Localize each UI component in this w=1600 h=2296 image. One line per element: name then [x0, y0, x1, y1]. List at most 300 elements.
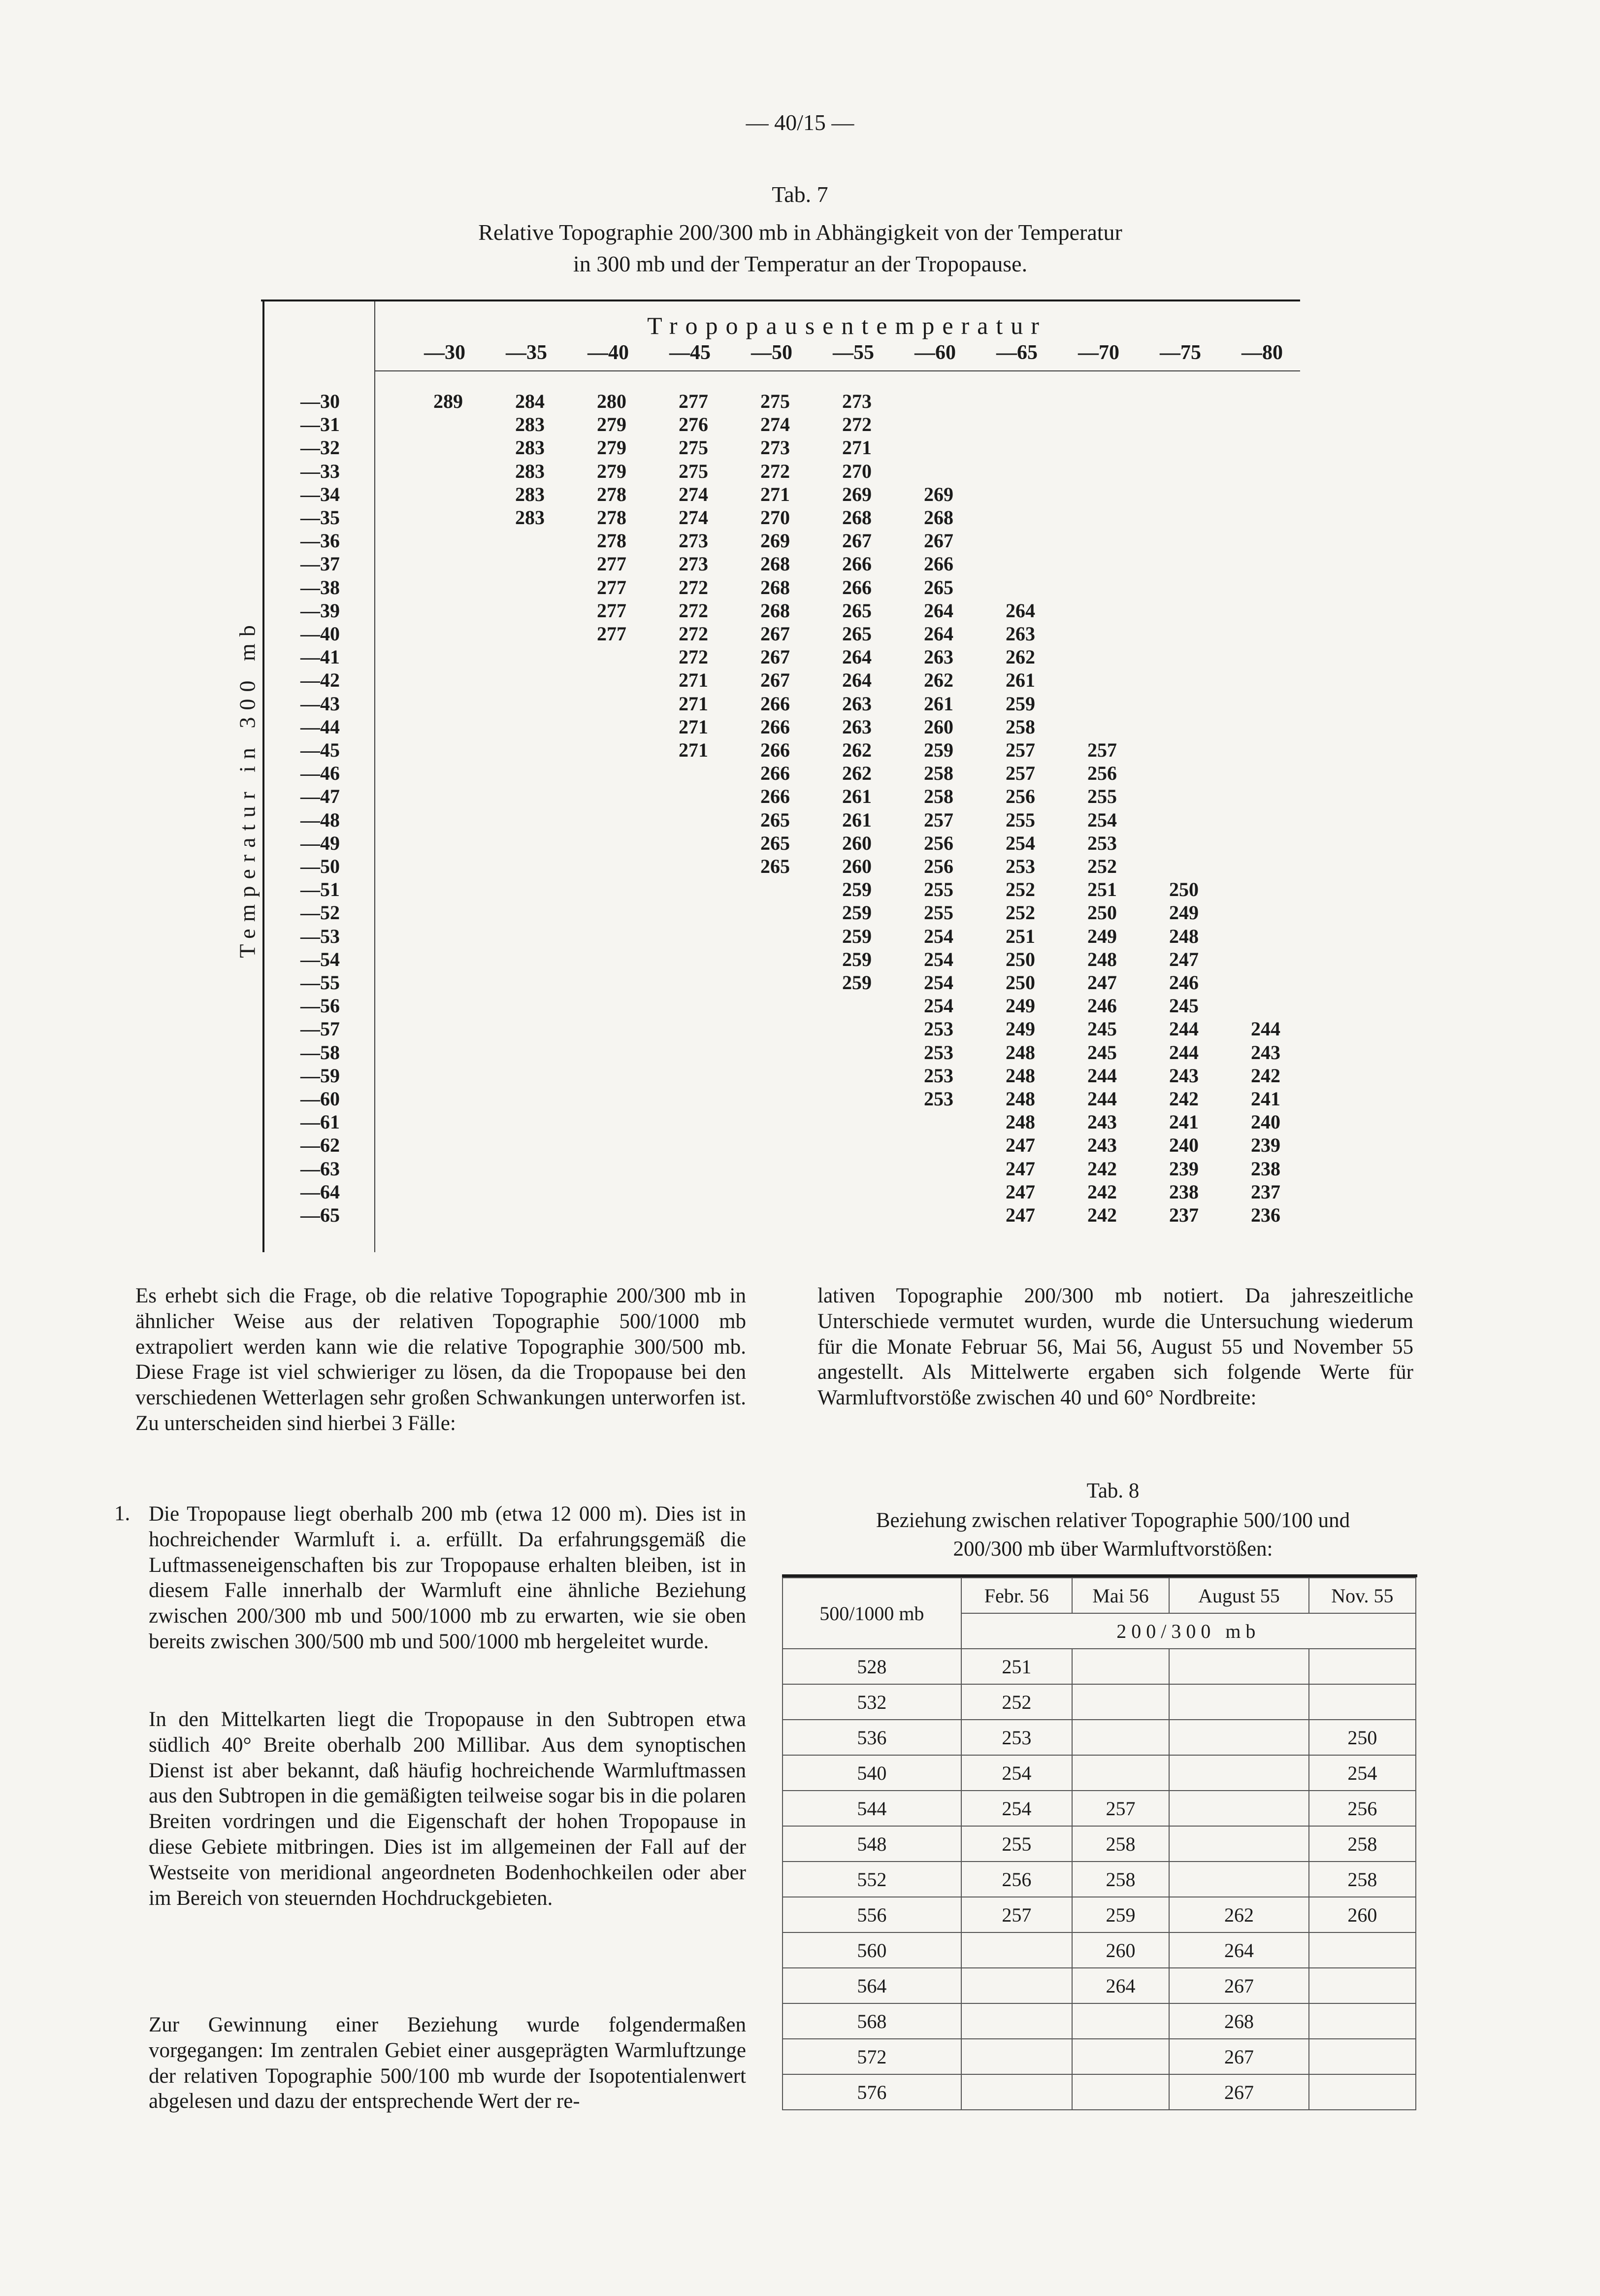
table-8-row-key: 572: [783, 2039, 961, 2074]
table-7-cell: 283: [515, 413, 545, 436]
table-7-cell: 241: [1169, 1111, 1199, 1133]
table-7-cell: 249: [1006, 995, 1035, 1017]
table-7-cell: 248: [1006, 1064, 1035, 1087]
table-7-cell: 253: [1006, 855, 1035, 877]
table-8-row-key: 576: [783, 2074, 961, 2110]
table-8-column-header: Mai 56: [1072, 1578, 1169, 1613]
table-7-cell: 262: [1006, 646, 1035, 668]
table-8-cell: [961, 2039, 1072, 2074]
table-7-cell: 247: [1006, 1180, 1035, 1203]
table-7-column-header: —40: [588, 341, 629, 364]
table-7-cell: 274: [679, 506, 708, 529]
table-8-row-key: 552: [783, 1862, 961, 1897]
table-8-column-header: August 55: [1169, 1578, 1309, 1613]
table-7-cell: 275: [679, 460, 708, 482]
table-7-column-header: —45: [669, 341, 711, 364]
table-7-row-header: —30: [300, 390, 340, 412]
table-7-cell: 266: [924, 553, 953, 575]
table-7-cell: 271: [842, 436, 872, 459]
table-8-row: [783, 1826, 1416, 1862]
table-7-cell: 261: [842, 785, 872, 808]
table-8-row-key: 540: [783, 1755, 961, 1791]
table-7-cell: 256: [924, 832, 953, 854]
table-7-column-header: —70: [1078, 341, 1119, 364]
table-7-cell: 236: [1251, 1204, 1280, 1226]
table-8-cell: 252: [961, 1684, 1072, 1720]
table-7-cell: 272: [760, 460, 790, 482]
table-7-cell: 262: [842, 739, 872, 761]
table-7-cell: 257: [924, 808, 953, 831]
table-8-cell: [1309, 1649, 1416, 1684]
table-7-cell: 258: [1006, 715, 1035, 738]
table-8-cell: [1169, 1720, 1309, 1755]
table-7-cell: 283: [515, 483, 545, 505]
table-7-cell: 237: [1169, 1204, 1199, 1226]
table-7-cell: 271: [679, 715, 708, 738]
table-7-cell: 277: [597, 576, 626, 599]
table-7-cell: 259: [842, 901, 872, 924]
table-7-row-header: —64: [300, 1180, 340, 1203]
table-7-cell: 272: [679, 576, 708, 599]
table-7-row-header: —51: [300, 878, 340, 901]
table-7-cell: 242: [1169, 1088, 1199, 1110]
table-7-cell: 272: [679, 599, 708, 622]
table-7-cell: 268: [924, 506, 953, 529]
table-7-cell: 280: [597, 390, 626, 412]
table-7-row-header: —54: [300, 948, 340, 970]
table-7-column-header: —30: [424, 341, 465, 364]
table-7-row-header: —43: [300, 692, 340, 715]
table-7-cell: 260: [842, 855, 872, 877]
table-8-cell: 264: [1169, 1932, 1309, 1968]
table-7-cell: 265: [924, 576, 953, 599]
table-7-cell: 264: [1006, 599, 1035, 622]
list-marker: 1.: [114, 1502, 131, 1525]
table-7-cell: 245: [1169, 995, 1199, 1017]
table-7-cell: 248: [1006, 1041, 1035, 1064]
table-7-cell: 279: [597, 413, 626, 436]
table-7-cell: 268: [842, 506, 872, 529]
table-7-cell: 270: [842, 460, 872, 482]
table-7-cell: 264: [842, 646, 872, 668]
table-7-cell: 251: [1006, 925, 1035, 947]
table-7-cell: 277: [679, 390, 708, 412]
table-7-cell: 256: [1006, 785, 1035, 808]
table-7-cell: 279: [597, 436, 626, 459]
table-7-column-header: —55: [833, 341, 874, 364]
table-7-column-header: —65: [996, 341, 1038, 364]
table-7-cell: 265: [760, 855, 790, 877]
table-7-cell: 275: [679, 436, 708, 459]
table-7-cell: 255: [924, 878, 953, 901]
table-8-cell: 258: [1309, 1826, 1416, 1862]
table-7-row-header: —33: [300, 460, 340, 482]
table-8-row-key: 560: [783, 1932, 961, 1968]
table-8-cell: [1072, 1755, 1169, 1791]
table-7-top-rule: [261, 299, 1300, 301]
table-7-cell: 264: [924, 623, 953, 645]
table-7-cell: 255: [924, 901, 953, 924]
table-8-cell: 258: [1072, 1862, 1169, 1897]
table-8-cell: 253: [961, 1720, 1072, 1755]
table-7-row-header: —48: [300, 808, 340, 831]
table-8-cell: 267: [1169, 1968, 1309, 2003]
table-7-cell: 248: [1006, 1111, 1035, 1133]
table-7-title-line-2: in 300 mb und der Temperatur an der Tropopause.: [573, 251, 1028, 276]
table-8-cell: 260: [1309, 1897, 1416, 1932]
table-7-row-header: —49: [300, 832, 340, 854]
table-7-title-line-1: Relative Topographie 200/300 mb in Abhängigkeit von der Temperatur: [478, 220, 1122, 245]
table-8-row: [783, 1720, 1416, 1755]
table-7-cell: 256: [1087, 762, 1117, 785]
table-8-cell: [1169, 1862, 1309, 1897]
table-8-cell: [1309, 2039, 1416, 2074]
table-8-cell: [1309, 2074, 1416, 2110]
table-7-row-header: —63: [300, 1157, 340, 1180]
table-7-cell: 263: [1006, 623, 1035, 645]
table-7-cell: 247: [1006, 1134, 1035, 1157]
table-8-cell: [1309, 1932, 1416, 1968]
table-7-cell: 243: [1169, 1064, 1199, 1087]
table-7-cell: 239: [1169, 1157, 1199, 1180]
table-7-cell: 259: [1006, 692, 1035, 715]
table-7-row-header: —42: [300, 669, 340, 692]
table-8-row: [783, 2074, 1416, 2110]
table-7-cell: 264: [842, 669, 872, 692]
table-7-cell: 249: [1169, 901, 1199, 924]
table-7-cell: 247: [1006, 1204, 1035, 1226]
table-8-row: [783, 1968, 1416, 2003]
table-8-cell: 255: [961, 1826, 1072, 1862]
table-8-cell: 257: [1072, 1791, 1169, 1826]
table-7-cell: 257: [1087, 739, 1117, 761]
table-7-cell: 271: [679, 692, 708, 715]
table-8-title: [778, 1506, 1448, 1564]
table-7-cell: 268: [760, 599, 790, 622]
table-7-header-rule: [374, 370, 1300, 371]
table-7-cell: 247: [1169, 948, 1199, 970]
table-7-cell: 242: [1087, 1180, 1117, 1203]
table-7-title: [315, 217, 1285, 280]
table-7-cell: 243: [1087, 1134, 1117, 1157]
table-8: [782, 1577, 1416, 2110]
table-7-row-header: —39: [300, 599, 340, 622]
table-8-cell: [1072, 1649, 1169, 1684]
table-8-cell: [1072, 2003, 1169, 2039]
table-7-cell: 254: [924, 995, 953, 1017]
table-8-cell: 256: [961, 1862, 1072, 1897]
table-7-cell: 278: [597, 506, 626, 529]
table-8-sub-header: 200/300 mb: [961, 1613, 1416, 1649]
table-7-row-header: —55: [300, 971, 340, 994]
table-7-cell: 252: [1006, 901, 1035, 924]
table-7-row-header: —47: [300, 785, 340, 808]
table-7-cell: 266: [760, 739, 790, 761]
table-7-cell: 277: [597, 553, 626, 575]
table-7-cell: 253: [924, 1088, 953, 1110]
table-7-cell: 283: [515, 460, 545, 482]
table-7-cell: 266: [842, 576, 872, 599]
table-8-row: [783, 1791, 1416, 1826]
table-7-row-header: —65: [300, 1204, 340, 1226]
table-8-row: [783, 2003, 1416, 2039]
table-7-cell: 237: [1251, 1180, 1280, 1203]
table-8-column-header: Nov. 55: [1309, 1578, 1416, 1613]
table-7-cell: 271: [679, 669, 708, 692]
table-8-cell: 267: [1169, 2074, 1309, 2110]
table-8-body: [783, 1649, 1416, 2110]
table-7-cell: 266: [760, 692, 790, 715]
table-7-cell: 277: [597, 599, 626, 622]
table-7-cell: 244: [1087, 1088, 1117, 1110]
table-7-cell: 275: [760, 390, 790, 412]
table-7-cell: 238: [1169, 1180, 1199, 1203]
table-7-left-rule: [262, 301, 264, 1252]
table-7-row-header: —38: [300, 576, 340, 599]
table-7-cell: 252: [1006, 878, 1035, 901]
table-7-cell: 268: [760, 553, 790, 575]
table-7-inner-rule: [374, 301, 375, 1252]
table-7-cell: 248: [1006, 1088, 1035, 1110]
table-7-cell: 259: [842, 971, 872, 994]
table-8-cell: 251: [961, 1649, 1072, 1684]
table-8-cell: 259: [1072, 1897, 1169, 1932]
table-8-row-key: 528: [783, 1649, 961, 1684]
table-7-cell: 265: [760, 832, 790, 854]
table-7-cell: 269: [924, 483, 953, 505]
table-8-cell: [961, 2003, 1072, 2039]
table-7-row-header: —36: [300, 530, 340, 552]
table-7-row-header: —31: [300, 413, 340, 436]
table-8-cell: [1309, 2003, 1416, 2039]
table-7-row-header: —52: [300, 901, 340, 924]
table-8-cell: [1309, 1968, 1416, 2003]
table-7-cell: 245: [1087, 1041, 1117, 1064]
table-7-cell: 250: [1006, 971, 1035, 994]
table-7-cell: 262: [842, 762, 872, 785]
table-7-cell: 259: [842, 948, 872, 970]
table-8-caption: Tab. 8: [1086, 1479, 1140, 1502]
table-8-cell: [1169, 1826, 1309, 1862]
table-7-cell: 273: [679, 530, 708, 552]
table-7-row-group-label: Temperatur in 300 mb: [234, 618, 260, 958]
table-7-column-header: —50: [751, 341, 792, 364]
table-8-row: [783, 1684, 1416, 1720]
table-7-cell: 254: [924, 971, 953, 994]
table-7-cell: 258: [924, 762, 953, 785]
table-7-cell: 273: [679, 553, 708, 575]
table-8-row-key: 556: [783, 1897, 961, 1932]
table-8-row-key: 564: [783, 1968, 961, 2003]
table-7-column-group-label: Tropopausentemperatur: [647, 312, 1047, 339]
table-7-column-header: —80: [1241, 341, 1283, 364]
table-8-cell: 264: [1072, 1968, 1169, 2003]
table-7-cell: 246: [1169, 971, 1199, 994]
table-8-cell: [1169, 1649, 1309, 1684]
table-7-cell: 240: [1169, 1134, 1199, 1157]
table-7-cell: 283: [515, 436, 545, 459]
paragraph-subtropics: In den Mittelkarten liegt die Tropopause in den Subtropen etwa südlich 40° Breite oberhalb 200 Millibar. Aus dem synoptischen Dienst ist aber bekannt, daß häufig hochreichende Warmluftmassen aus den Subtropen in die gemäßigten teilweise sogar bis in die polaren Breiten vordringen und die Eigenschaft der hohen Tropopause in diese Gebiete mitbringen. Dies ist im allgemeinen der Fall auf der Westseite von meridional angeordneten Bodenhochkeilen oder aber im Bereich von steuernden Hochdruckgebieten.: [149, 1708, 746, 1910]
table-7-cell: 272: [679, 623, 708, 645]
table-7-cell: 238: [1251, 1157, 1280, 1180]
table-8-cell: [1072, 2039, 1169, 2074]
table-7-cell: 254: [924, 948, 953, 970]
table-8-row: [783, 1649, 1416, 1684]
table-7-column-header: —75: [1160, 341, 1201, 364]
table-8-cell: [1309, 1684, 1416, 1720]
table-7-cell: 244: [1169, 1041, 1199, 1064]
table-7-cell: 260: [842, 832, 872, 854]
paragraph-method: Zur Gewinnung einer Beziehung wurde folgendermaßen vorgegangen: Im zentralen Gebiet einer ausgeprägten Warmluftzunge der relativen Topographie 500/100 mb wurde der Isopotentialenwert abgelesen und dazu der entsprechende Wert der re-: [149, 2013, 746, 2113]
table-8-cell: [1169, 1755, 1309, 1791]
table-7-row-header: —32: [300, 436, 340, 459]
table-7-cell: 279: [597, 460, 626, 482]
table-7-cell: 245: [1087, 1018, 1117, 1040]
table-7-cell: 254: [924, 925, 953, 947]
table-7-cell: 248: [1169, 925, 1199, 947]
table-8-row: [783, 1932, 1416, 1968]
table-8-cell: 258: [1309, 1862, 1416, 1897]
table-7-row-header: —45: [300, 739, 340, 761]
page-number: — 40/15 —: [746, 110, 854, 135]
table-7-cell: 273: [760, 436, 790, 459]
table-8-row-key: 536: [783, 1720, 961, 1755]
table-7-cell: 269: [842, 483, 872, 505]
table-8-row: [783, 1755, 1416, 1791]
table-7-cell: 261: [924, 692, 953, 715]
table-7-cell: 243: [1087, 1111, 1117, 1133]
table-8-cell: [961, 1968, 1072, 2003]
table-7-cell: 272: [842, 413, 872, 436]
table-8-cell: 250: [1309, 1720, 1416, 1755]
table-7-cell: 252: [1087, 855, 1117, 877]
table-7-row-header: —60: [300, 1088, 340, 1110]
table-7-cell: 250: [1006, 948, 1035, 970]
table-7-caption: Tab. 7: [772, 182, 828, 207]
table-8-cell: [961, 1932, 1072, 1968]
table-7-cell: 248: [1087, 948, 1117, 970]
table-7-cell: 276: [679, 413, 708, 436]
table-7-cell: 267: [760, 646, 790, 668]
table-7-cell: 265: [842, 623, 872, 645]
right-column-paragraph: lativen Topographie 200/300 mb notiert. Da jahreszeitliche Unterschiede vermutet wurden, wurde die Untersuchung wiederum für die Monate Februar 56, Mai 56, August 55 und November 55 angestellt. Als Mittelwerte ergaben sich folgende Werte für Warmluftvorstöße zwischen 40 und 60° Nordbreite:: [817, 1284, 1413, 1410]
table-8-cell: [1169, 1684, 1309, 1720]
table-8-column-header: Febr. 56: [961, 1578, 1072, 1613]
table-7-cell: 260: [924, 715, 953, 738]
table-7-cell: 278: [597, 483, 626, 505]
table-8-row-key: 568: [783, 2003, 961, 2039]
table-8-cell: [1169, 1791, 1309, 1826]
table-7-cell: 274: [679, 483, 708, 505]
table-7-row-header: —35: [300, 506, 340, 529]
table-8-title-line-1: Beziehung zwischen relativer Topographie 500/100 und: [876, 1509, 1350, 1532]
table-7-row-header: —50: [300, 855, 340, 877]
table-7-cell: 247: [1006, 1157, 1035, 1180]
table-7-cell: 259: [842, 878, 872, 901]
table-8-row-key: 532: [783, 1684, 961, 1720]
table-7-row-header: —53: [300, 925, 340, 947]
intro-paragraph: Es erhebt sich die Frage, ob die relative Topographie 200/300 mb in ähnlicher Weise aus der relativen Topographie 500/1000 mb extrapoliert werden kann wie die relative Topographie 300/500 mb. Diese Frage ist viel schwieriger zu lösen, da die Tropopause bei den verschiedenen Wetterlagen sehr großen Schwankungen unterworfen ist. Zu unterscheiden sind hierbei 3 Fälle:: [135, 1284, 746, 1435]
table-7-row-header: —57: [300, 1018, 340, 1040]
table-8-cell: 254: [961, 1791, 1072, 1826]
table-7-cell: 255: [1087, 785, 1117, 808]
table-7-cell: 247: [1087, 971, 1117, 994]
table-7-cell: 277: [597, 623, 626, 645]
table-7-cell: 267: [760, 623, 790, 645]
table-8-row: [783, 2039, 1416, 2074]
table-7-cell: 244: [1087, 1064, 1117, 1087]
table-8-cell: 268: [1169, 2003, 1309, 2039]
table-7-row-header: —44: [300, 715, 340, 738]
table-7-cell: 259: [842, 925, 872, 947]
table-8-cell: 254: [961, 1755, 1072, 1791]
table-7-cell: 241: [1251, 1088, 1280, 1110]
table-7-cell: 263: [842, 715, 872, 738]
table-8-cell: 254: [1309, 1755, 1416, 1791]
table-7-cell: 249: [1006, 1018, 1035, 1040]
table-7-cell: 259: [924, 739, 953, 761]
table-8-cell: 267: [1169, 2039, 1309, 2074]
table-7-cell: 278: [597, 530, 626, 552]
table-7-cell: 266: [842, 553, 872, 575]
table-7-cell: 267: [924, 530, 953, 552]
table-7-cell: 242: [1087, 1204, 1117, 1226]
table-8-row-key: 548: [783, 1826, 961, 1862]
table-7-cell: 271: [679, 739, 708, 761]
table-7-cell: 272: [679, 646, 708, 668]
table-7-cell: 269: [760, 530, 790, 552]
table-8-row: [783, 1897, 1416, 1932]
table-7-row-header: —46: [300, 762, 340, 785]
table-7-cell: 258: [924, 785, 953, 808]
table-8-cell: [961, 2074, 1072, 2110]
table-7-cell: 255: [1006, 808, 1035, 831]
table-7-row-header: —56: [300, 995, 340, 1017]
table-8-cell: [1072, 1684, 1169, 1720]
table-8-row: [783, 1862, 1416, 1897]
table-7-cell: 264: [924, 599, 953, 622]
table-7-cell: 253: [924, 1041, 953, 1064]
table-7-cell: 267: [842, 530, 872, 552]
table-8-row-label: 500/1000 mb: [783, 1578, 961, 1649]
table-7-cell: 263: [842, 692, 872, 715]
list-item-1: Die Tropopause liegt oberhalb 200 mb (etwa 12 000 m). Dies ist in hochreichender Warmluft i. a. erfüllt. Da erfahrungsgemäß die Luftmasseneigenschaften bis zur Tropopause erhalten bleiben, ist in diesem Falle innerhalb der Warmluft eine ähnliche Beziehung zwischen 200/300 mb und 500/1000 mb zu erwarten, wie sie oben bereits zwischen 300/500 mb und 500/1000 mb hergeleitet wurde.: [149, 1502, 746, 1653]
table-7-cell: 254: [1087, 808, 1117, 831]
table-7-cell: 265: [760, 808, 790, 831]
table-7-cell: 257: [1006, 739, 1035, 761]
table-7-cell: 266: [760, 715, 790, 738]
table-7-cell: 249: [1087, 925, 1117, 947]
table-7-cell: 246: [1087, 995, 1117, 1017]
table-7-cell: 242: [1087, 1157, 1117, 1180]
table-7-cell: 253: [924, 1018, 953, 1040]
table-7-cell: 239: [1251, 1134, 1280, 1157]
table-7-column-header: —35: [506, 341, 547, 364]
table-7-cell: 242: [1251, 1064, 1280, 1087]
table-7-cell: 240: [1251, 1111, 1280, 1133]
table-7-cell: 261: [842, 808, 872, 831]
table-7-cell: 257: [1006, 762, 1035, 785]
table-7-cell: 283: [515, 506, 545, 529]
table-8-cell: [1072, 1720, 1169, 1755]
table-8-cell: 260: [1072, 1932, 1169, 1968]
table-7-row-header: —59: [300, 1064, 340, 1087]
table-7-cell: 256: [924, 855, 953, 877]
table-7-cell: 266: [760, 785, 790, 808]
table-7-cell: 267: [760, 669, 790, 692]
table-7-cell: 265: [842, 599, 872, 622]
table-7-cell: 250: [1169, 878, 1199, 901]
